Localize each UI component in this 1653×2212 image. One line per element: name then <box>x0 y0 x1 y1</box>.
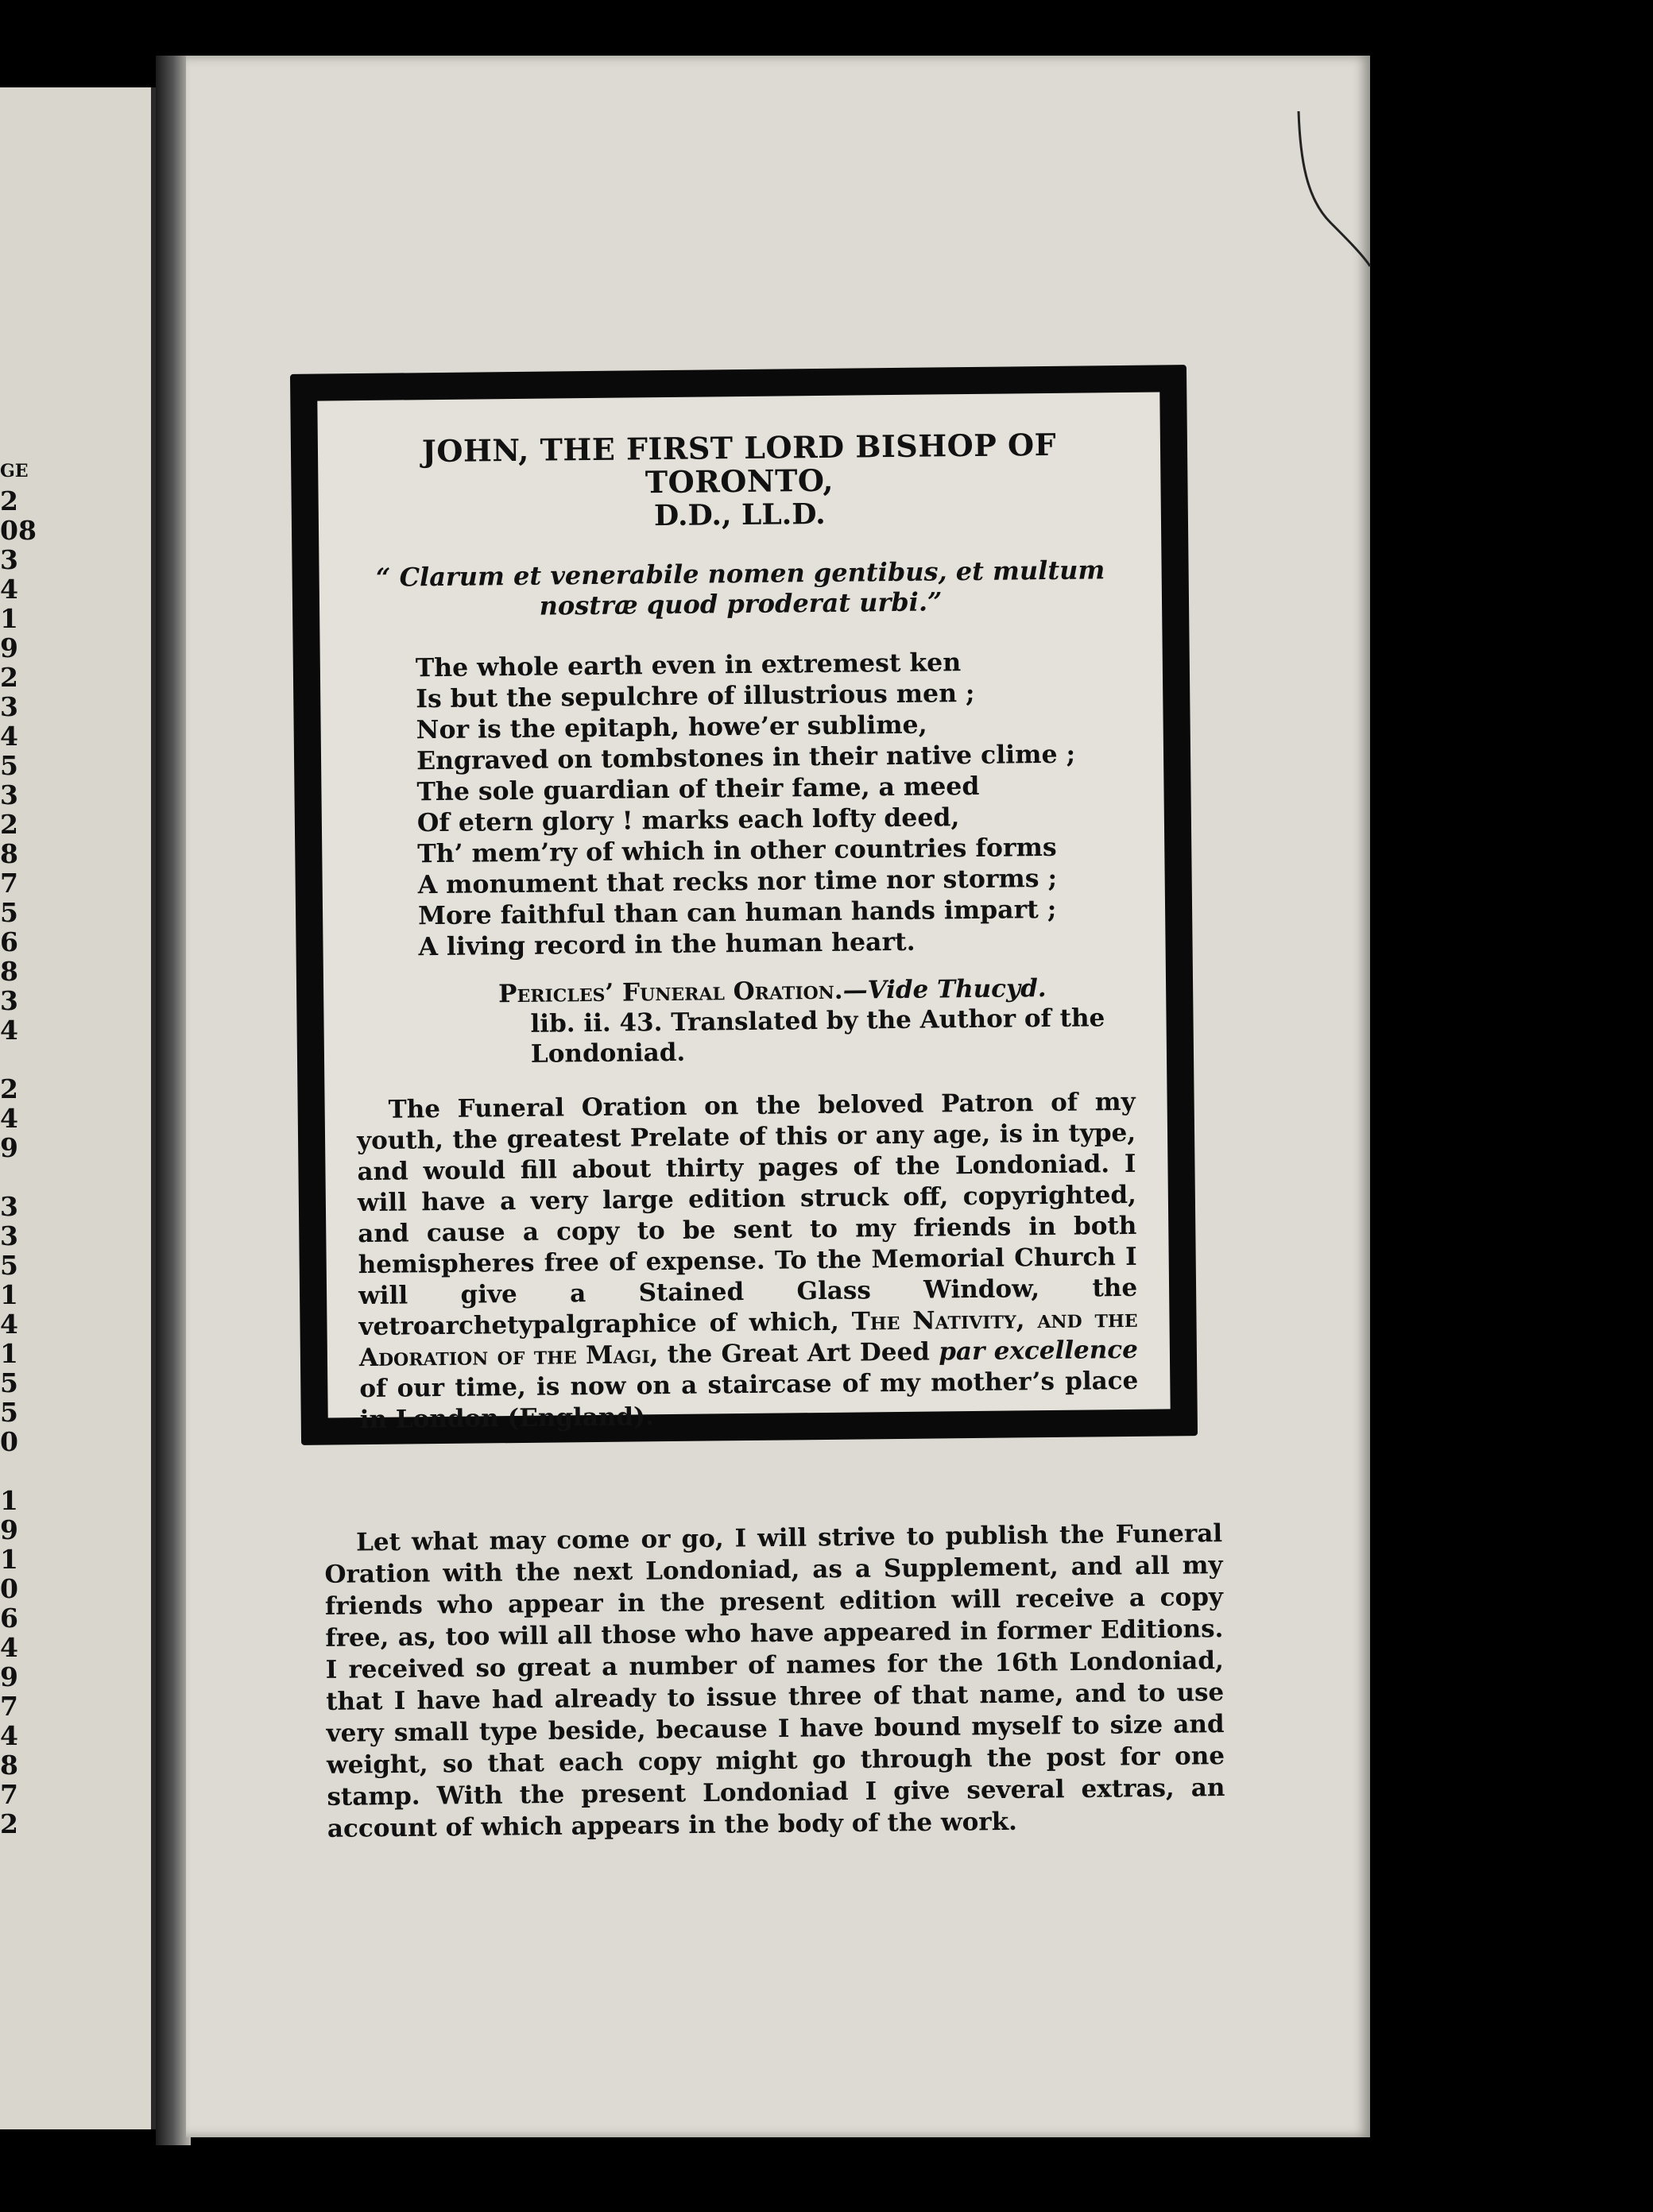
left-page-number: 0 <box>0 1573 18 1604</box>
framed-paragraph-smallcaps: The Nativity, and the Adoration of the Magi, <box>358 1304 1138 1373</box>
left-page-number: 9 <box>0 632 18 663</box>
left-page-number: 8 <box>0 956 18 987</box>
frame-content <box>342 426 1147 1435</box>
pencil-mark <box>1283 111 1378 270</box>
framed-paragraph-text-1: The Funeral Oration on the beloved Patron of my youth, the greatest Prelate of this or any age, is in type, and would fill about thirty pages of the Londoniad. I will have a very large edition struck off, copyrighted, and cause a copy to be sent to my friends in both hemispheres free of expense. To the Memorial Church I will give a Stained Glass Window, the vetroarchetypalgraphice of which, <box>356 1087 1138 1342</box>
left-page-number: 5 <box>0 897 18 928</box>
left-page-number <box>0 1162 24 1192</box>
left-page-number: 3 <box>0 691 18 722</box>
left-page-number: 4 <box>0 1015 18 1046</box>
left-page-number: 7 <box>0 868 18 899</box>
left-page <box>0 87 156 2129</box>
left-page-number: 1 <box>0 1279 18 1310</box>
left-page-number: 3 <box>0 985 18 1016</box>
left-page-number: 9 <box>0 1132 18 1163</box>
poem-line: The sole guardian of their fame, a meed <box>416 771 980 807</box>
left-page-numbers <box>0 457 37 1839</box>
left-page-number: 3 <box>0 1220 18 1251</box>
left-page-number: 8 <box>0 1750 18 1781</box>
left-page-number: 8 <box>0 838 18 869</box>
left-page-number: 4 <box>0 574 18 605</box>
left-page-number: 3 <box>0 779 18 810</box>
poem <box>416 645 1142 963</box>
left-page-number <box>0 1456 24 1486</box>
attribution-line-2: lib. ii. 43. Translated by the Author of the <box>530 1004 1105 1038</box>
poem-line: Engraved on tombstones in their native clime ; <box>416 739 1076 776</box>
left-page-number: 2 <box>0 1073 18 1104</box>
left-page-number: 4 <box>0 1103 18 1134</box>
attribution-line-3: Londoniad. <box>530 1038 686 1069</box>
left-page-number: 2 <box>0 809 18 840</box>
body-paragraph: Let what may come or go, I will strive to publish the Funeral Oration with the next Londoniad, as a Supplement, and all my friends who appear in the present edition will receive a copy free, as, too will all those who have appeared in former Editions. I received so great a number of names for the 16th Londoniad, that I have had already to issue three of that name, and to use very small type beside, because I have bound myself to size and weight, so that each copy might go through the post for one stamp. With the present Londoniad I give several extras, an account of which appears in the body of the work. <box>324 1519 1225 1843</box>
framed-paragraph-text-3: of our time, is now on a staircase of my mother’s place in London (England). <box>359 1366 1139 1435</box>
left-page-number: 1 <box>0 1544 18 1575</box>
left-page-number: 7 <box>0 1779 18 1810</box>
left-page-number: 4 <box>0 1632 18 1663</box>
framed-paragraph-italic: par excellence <box>939 1335 1139 1367</box>
memorial-subtitle: D.D., LL.D. <box>653 497 826 533</box>
left-page-number: 5 <box>0 1250 18 1281</box>
left-page-number: 2 <box>0 662 18 693</box>
left-page-number: 5 <box>0 1367 18 1398</box>
left-page-number: 1 <box>0 1338 18 1369</box>
left-page-number <box>0 1045 24 1074</box>
poem-line: A living record in the human heart. <box>418 926 916 962</box>
left-page-number: 08 <box>0 515 37 546</box>
left-page-header-fragment: GE <box>0 461 29 481</box>
left-page-number: 5 <box>0 750 18 781</box>
left-page-number: 9 <box>0 1514 18 1545</box>
left-page-number: 6 <box>0 1603 18 1634</box>
attribution-vide: —Vide Thucyd. <box>842 974 1047 1005</box>
poem-line: The whole earth even in extremest ken <box>415 648 962 683</box>
left-page-number: 3 <box>0 544 18 575</box>
mourning-frame <box>290 365 1198 1445</box>
poem-line: A monument that recks nor time nor storms ; <box>417 863 1058 900</box>
left-page-number: 6 <box>0 926 18 957</box>
framed-paragraph <box>356 1087 1138 1436</box>
left-page-number: 4 <box>0 1309 18 1340</box>
left-page-number: 3 <box>0 1191 18 1222</box>
poem-line: Is but the sepulchre of illustrious men ; <box>416 678 975 714</box>
memorial-title: JOHN, THE FIRST LORD BISHOP OF TORONTO, <box>421 426 1057 501</box>
left-page-number: 1 <box>0 1485 18 1516</box>
left-page-number: 4 <box>0 1720 18 1751</box>
poem-attribution <box>498 973 1143 1069</box>
left-page-number: 2 <box>0 485 18 516</box>
left-page-number: 2 <box>0 1808 18 1839</box>
poem-line: More faithful than can human hands impart ; <box>417 894 1057 931</box>
left-page-number: 1 <box>0 603 18 634</box>
attribution-source: Pericles’ Funeral Oration. <box>497 976 843 1009</box>
left-page-number: 4 <box>0 721 18 752</box>
latin-epigraph: “ Clarum et venerabile nomen gentibus, et multum nostræ quod proderat urbi.” <box>375 555 1105 621</box>
left-page-number: 9 <box>0 1661 18 1692</box>
framed-paragraph-text-2: the Great Art Deed <box>658 1337 939 1370</box>
poem-line: Th’ mem’ry of which in other countries forms <box>417 832 1057 869</box>
poem-line: Of etern glory ! marks each lofty deed, <box>416 802 960 838</box>
left-page-number: 0 <box>0 1426 18 1457</box>
poem-line: Nor is the epitaph, howe’er sublime, <box>416 710 927 745</box>
left-page-number: 5 <box>0 1397 18 1428</box>
left-page-number: 7 <box>0 1691 18 1722</box>
